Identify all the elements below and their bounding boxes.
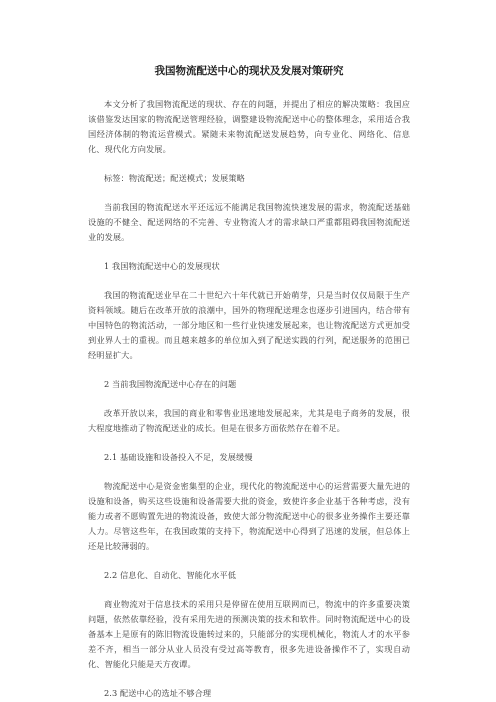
section-2-2-heading: 2.2 信息化、自动化、智能化水平低 [104, 570, 237, 580]
spacer [88, 245, 410, 259]
document-page [88, 64, 410, 701]
spacer [88, 672, 410, 686]
spacer [88, 465, 410, 479]
keywords-line: 标签：物流配送；配送模式；发展策略 [104, 173, 245, 183]
document-title: 我国物流配送中心的现状及发展对策研究 [154, 65, 344, 77]
spacer [88, 392, 410, 406]
section-2-1-heading: 2.1 基础设施和设备投入不足，发展缓慢 [104, 452, 253, 462]
spacer [88, 583, 410, 597]
section-1-heading: 1 我国物流配送中心的发展现状 [104, 261, 220, 271]
section-2-2-paragraph: 商业物流对于信息技术的采用只是停留在使用互联网而已，物流中的许多重要决策问题，依然依靠经验，没有采用先进的预测决策的技术和软件。同时物流配送中心的设备基本上是原有的陈旧物流设施转过来的，只能部分的实现机械化，物流人才的水平参差不齐，相当一部分从业人员没有受过高等教育，很多先进设备操作不了，实现自动化、智能化只能是天方夜谭。 [88, 599, 410, 669]
section-2-paragraph: 改革开放以来，我国的商业和零售业迅速地发展起来，尤其是电子商务的发展，很大程度地推动了物流配送业的成长。但是在很多方面依然存在着不足。 [88, 408, 410, 433]
spacer [88, 363, 410, 377]
spacer [88, 186, 410, 200]
intro-paragraph: 当前我国的物流配送水平还远远不能满足我国物流快速发展的需求，物流配送基础设施的不健全、配送网络的不完善、专业物流人才的需求缺口严重都阻碍我国物流配送业的发展。 [88, 202, 410, 242]
section-2-heading: 2 当前我国物流配送中心存在的问题 [104, 379, 237, 389]
spacer [88, 436, 410, 450]
section-2-1-paragraph: 物流配送中心是资金密集型的企业，现代化的物流配送中心的运营需要大量先进的设施和设备，购买这些设施和设备需要大批的资金，致使许多企业基于各种考虑，没有能力或者不愿购置先进的物流设备，致使大部分物流配送中心的很多业务操作主要还靠人力。尽管这些年，在我国政策的支持下，物流配送中心得到了迅速的发展，但总体上还是比较薄弱的。 [88, 481, 410, 551]
abstract-paragraph: 本文分析了我国物流配送的现状、存在的问题，并提出了相应的解决策略：我国应该借鉴发达国家的物流配送管理经验，调整建设物流配送中心的整体理念，采用适合我国经济体制的物流运营模式。紧随未来物流配送发展趋势，向专业化、网络化、信息化、现代化方向发展。 [88, 99, 410, 154]
spacer [88, 274, 410, 288]
section-1-paragraph: 我国的物流配送业早在二十世纪六十年代就已开始萌芽，只是当时仅仅局限于生产资料领域。随后在改革开放的浪潮中，国外的物理配送理念也逐步引进国内，结合带有中国特色的物流活动，一部分地区和一些行业快速发展起来，也让物流配送方式更加受到业界人士的重视。而且越来越多的单位加入到了配送实践的行列，配送服务的范围已经明显扩大。 [88, 290, 410, 360]
section-2-3-heading: 2.3 配送中心的选址不够合理 [104, 688, 212, 698]
spacer [88, 157, 410, 171]
spacer [88, 554, 410, 568]
